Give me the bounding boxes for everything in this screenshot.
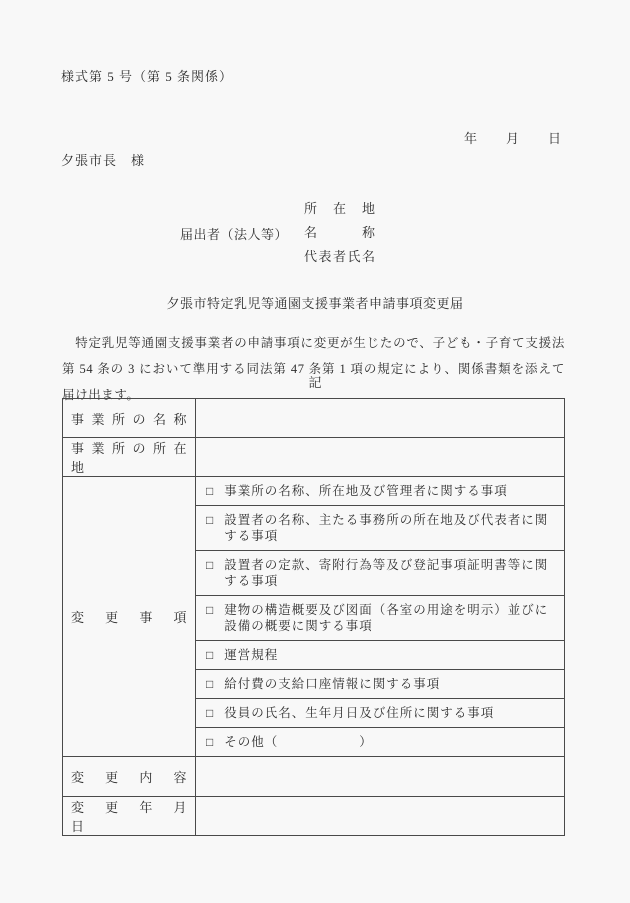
change-item xyxy=(206,734,556,750)
notifier-field-representative: 代表者氏名 xyxy=(304,249,377,264)
notifier-field-address: 所 在 地 xyxy=(304,201,377,216)
addressee: 夕張市長 様 xyxy=(61,153,146,168)
change-item-cell xyxy=(196,641,565,670)
notifier-block xyxy=(180,197,377,269)
change-item xyxy=(206,483,556,499)
change-item-label: 建物の構造概要及び図面（各室の用途を明示）並びに設備の概要に関する事項 xyxy=(224,603,549,633)
change-item xyxy=(206,705,556,721)
row-change-date xyxy=(63,797,565,836)
change-item-label: その他（ ） xyxy=(224,735,373,749)
change-item-cell xyxy=(196,670,565,699)
row-change-detail xyxy=(63,757,565,797)
document-title: 夕張市特定乳児等通園支援事業者申請事項変更届 xyxy=(166,296,464,311)
ki-heading: 記 xyxy=(308,375,322,390)
change-item-label: 設置者の名称、主たる事務所の所在地及び代表者に関する事項 xyxy=(224,513,549,543)
change-item-label: 役員の氏名、生年月日及び住所に関する事項 xyxy=(224,706,495,720)
body-paragraph: 特定乳児等通園支援事業者の申請事項に変更が生じたので、子ども・子育て支援法第 54 条の 3 において準用する同法第 47 条第 1 項の規定により、関係書類を添えて届け出ます。 xyxy=(62,336,565,402)
change-item xyxy=(206,512,556,544)
change-detail-value xyxy=(196,757,565,797)
notifier-fields xyxy=(304,197,377,269)
checkbox-icon: □ xyxy=(206,677,215,691)
change-items-label: 変 更 事 項 xyxy=(63,477,196,757)
checkbox-icon: □ xyxy=(206,513,215,527)
row-office-name xyxy=(63,399,565,438)
change-item-cell xyxy=(196,699,565,728)
change-date-label: 変 更 年 月 日 xyxy=(63,797,196,836)
checkbox-icon: □ xyxy=(206,484,215,498)
change-detail-label: 変 更 内 容 xyxy=(63,757,196,797)
change-item-cell xyxy=(196,728,565,757)
checkbox-icon: □ xyxy=(206,735,215,749)
change-item-label: 運営規程 xyxy=(224,648,279,662)
checkbox-icon: □ xyxy=(206,603,215,617)
change-item-label: 設置者の定款、寄附行為等及び登記事項証明書等に関する事項 xyxy=(224,558,549,588)
change-item xyxy=(206,676,556,692)
change-item xyxy=(206,557,556,589)
checkbox-icon: □ xyxy=(206,648,215,662)
change-item-cell xyxy=(196,596,565,641)
change-item-label: 事業所の名称、所在地及び管理者に関する事項 xyxy=(224,484,508,498)
office-address-value xyxy=(196,438,565,477)
notifier-label: 届出者（法人等） xyxy=(180,226,289,242)
notifier-field-name: 名 称 xyxy=(304,225,377,240)
date-line: 年 月 日 xyxy=(463,131,562,146)
row-change-item xyxy=(63,477,565,506)
office-name-value xyxy=(196,399,565,438)
change-item-label: 給付費の支給口座情報に関する事項 xyxy=(224,677,441,691)
change-form-table xyxy=(62,398,565,836)
change-item-cell xyxy=(196,551,565,596)
row-office-address xyxy=(63,438,565,477)
change-item-cell xyxy=(196,477,565,506)
checkbox-icon: □ xyxy=(206,558,215,572)
change-date-value xyxy=(196,797,565,836)
change-item-cell xyxy=(196,506,565,551)
office-name-label: 事 業 所 の 名 称 xyxy=(63,399,196,438)
office-address-label: 事 業 所 の 所 在 地 xyxy=(63,438,196,477)
checkbox-icon: □ xyxy=(206,706,215,720)
form-number: 様式第 5 号（第 5 条関係） xyxy=(61,69,234,84)
change-item xyxy=(206,602,556,634)
change-item xyxy=(206,647,556,663)
